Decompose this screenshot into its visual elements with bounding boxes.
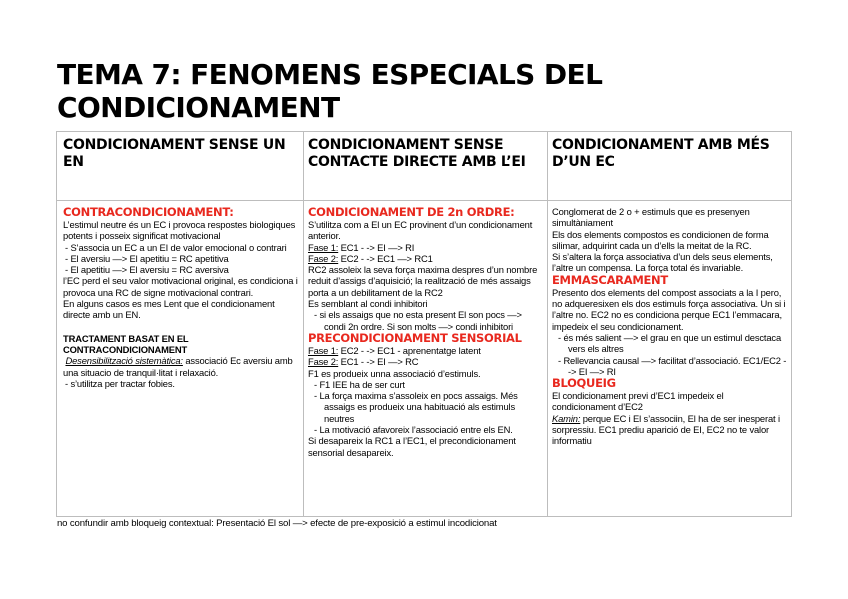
text-line: l’EC perd el seu valor motivacional original, es condiciona i provoca una RC de signe motivacional contrari. [63,275,298,298]
list-item: - El apetitiu —> El aversiu = RC aversiva [65,264,229,276]
column-divider [547,132,548,516]
list-item: - Rellevancia causal —> facilitat d’associació. EC1/EC2 - -> EI —> RI [558,354,787,377]
list-item: - s’utilitza per tractar fobies. [65,377,175,389]
footer-note: no confundir amb bloqueig contextual: Presentació El sol —> efecte de pre-exposició a estimul incodicionat [57,518,497,529]
header-col3: CONDICIONAMENT AMB MÉS D’UN EC [552,137,770,170]
text-line: Kamin: perque EC i El s’associin, El ha de ser inesperat i sorpressiu. EC1 prediu aparició de EI, EC2 no te valor informatiu [552,412,780,447]
text-line: Si desapareix la RC1 a l’EC1, el precondicionament sensorial desapareix. [308,435,516,458]
page-title: TEMA 7: FENOMENS ESPECIALS DEL CONDICIONAMENT [57,58,603,124]
content-table [56,131,792,517]
header-col2: CONDICIONAMENT SENSE CONTACTE DIRECTE AMB L’EI [308,137,526,170]
list-item: - si els assaigs que no esta present El son pocs —> condi 2n ordre. Si son molts —> condi inhibitori [314,309,522,332]
text-line: Presento dos elements del compost associats a la I pero, no adqueresixen els dos estimuls força associativa. Un si i l’altre no. EC2 no es condiciona perque EC1 l’emmacara, impedeix el seu condicionament. [552,286,786,332]
col3-content [552,206,788,447]
list-item: - La força maxima s’assoleix en pocs assaigs. Més assaigs es produeix una habituació als estimuls neutres [314,390,518,424]
text-line: Si s’altera la força associativa d’un dels seus elements, l’altre un compensa. La força total és invariable. [552,251,773,274]
text-line: En alguns casos es mes Lent que el condicionament directe amb un EN. [63,298,275,321]
text-line: Desensibilització sistemàtica: associació Ec aversiu amb una situacio de tranquil·litat i relaxació. [63,355,293,378]
text-line: Fase 2: EC1 - -> EI —> RC [308,356,419,368]
list-item: - El aversiu —> El apetitiu = RC apetitiva [65,252,229,264]
text-line: Es semblant al condi inhibitori [308,298,428,310]
list-item: - és més salient —> el grau en que un estimul desctaca vers els altres [558,331,782,355]
text-line: F1 es produeix unna associació d’estimuls. [308,367,481,379]
list-item: - F1 IEE ha de ser curt [314,378,405,390]
col2-content [308,206,542,458]
list-item: - La motivació afavoreix l’associació entre els EN. [314,424,513,436]
text-line: Els dos elements compostos es condicionen de forma silimar, adquirint cada un d’ells la meitat de la RC. [552,228,769,251]
header-col1: CONDICIONAMENT SENSE UN EN [63,137,286,170]
text-line: El condicionament previ d’EC1 impedeix el condicionament d’EC2 [552,390,724,413]
text-line: Fase 2: EC2 - -> EC1 —> RC1 [308,252,433,264]
section-heading: CONTRACONDICIONAMENT: [63,205,234,219]
column-divider [303,132,304,516]
text-line: Conglomerat de 2 o + estimuls que es presenyen simultàniament [552,206,750,229]
text-line: Fase 1: EC1 - -> EI —> RI [308,241,415,253]
text-line: S’utilitza com a El un EC provinent d’un condicionament anterior. [308,219,533,242]
text-line: RC2 assoleix la seva força maxima despres d’un nombre reduit d’assigs d’aquisició; la realització de més assaigs porta a un debilitament de la RC2 [308,264,538,298]
section-heading: BLOQUEIG [552,376,616,391]
col1-content [63,206,299,389]
list-item: - S’associa un EC a un EI de valor emocional o contrari [65,241,287,253]
section-heading: PRECONDICIONAMENT SENSORIAL [308,330,522,345]
text-line: Fase 1: EC2 - -> EC1 - aprenentatge latent [308,344,481,356]
text-line: L’estimul neutre és un EC i provoca respostes biologiques potents i posseix significat motivacional [63,219,296,242]
section-heading: EMMASCARAMENT [552,272,668,287]
section-heading: CONDICIONAMENT DE 2n ORDRE: [308,205,515,219]
subheading: TRACTAMENT BASAT EN EL CONTRACONDICIONAMENT [63,332,189,355]
